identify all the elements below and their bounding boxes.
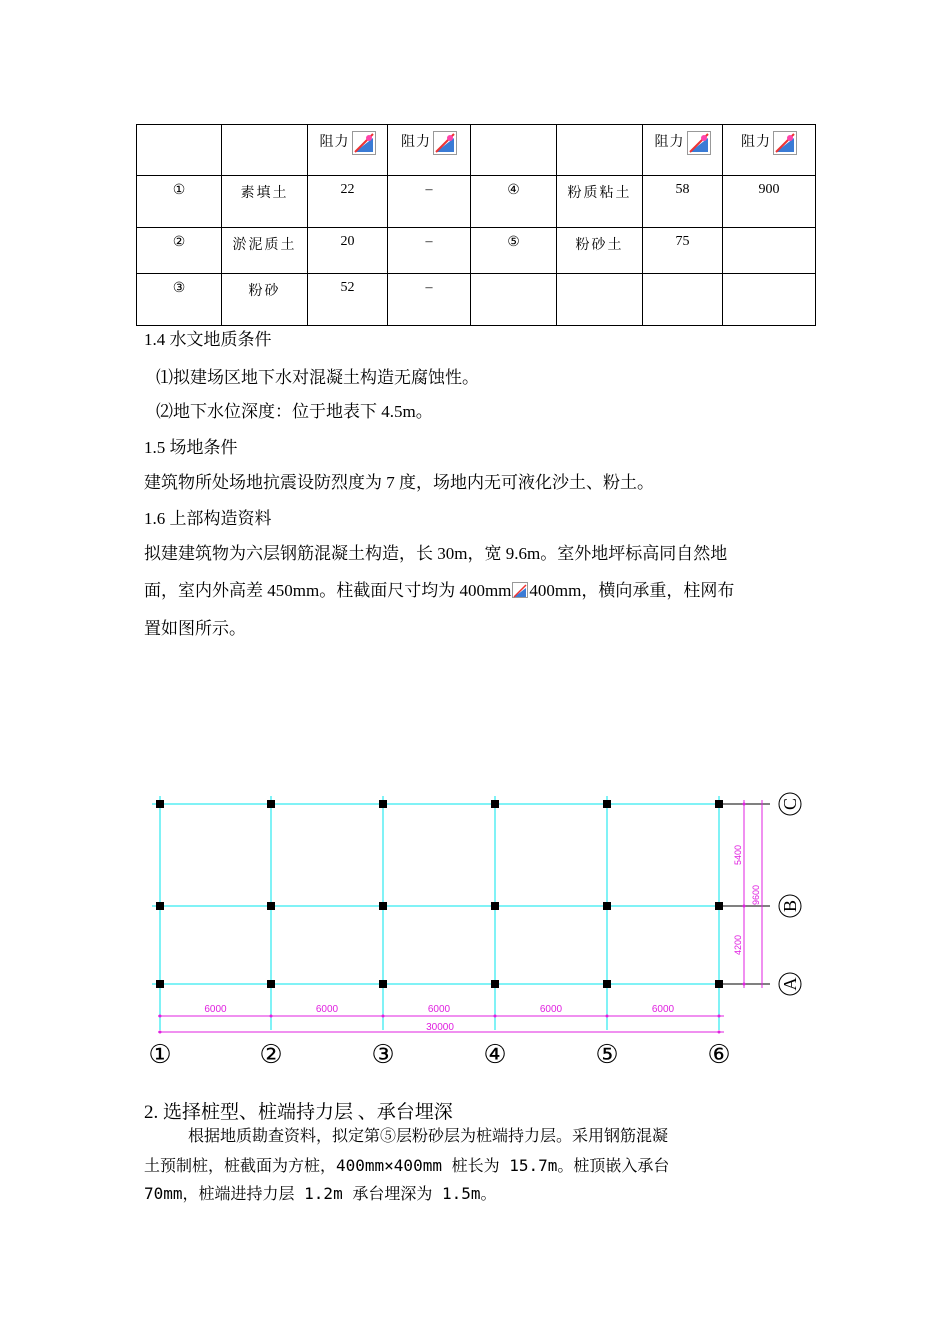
dimension-tick bbox=[718, 1031, 721, 1034]
dimension-tick bbox=[494, 1015, 497, 1018]
axis-label-y: C bbox=[780, 797, 800, 811]
column-square bbox=[491, 902, 499, 910]
layer-number: ⑤ bbox=[471, 228, 557, 274]
cell-value bbox=[723, 228, 816, 274]
cell-value: 22 bbox=[308, 176, 388, 228]
dimension-tick bbox=[270, 1015, 273, 1018]
column-square bbox=[603, 980, 611, 988]
section-2-title: 2. 选择桩型、桩端持力层 、承台埋深 bbox=[144, 1102, 453, 1123]
dimension-tick bbox=[743, 803, 746, 806]
dimension-lines bbox=[158, 800, 762, 1034]
column-square bbox=[267, 800, 275, 808]
cell-value: 900 bbox=[723, 176, 816, 228]
cell-value: 52 bbox=[308, 274, 388, 326]
column-square bbox=[267, 980, 275, 988]
axis-label-y: B bbox=[780, 899, 800, 913]
paragraph: ⑵地下水位深度：位于地表下 4.5m。 bbox=[156, 402, 433, 421]
column-square bbox=[379, 902, 387, 910]
cell-value: 20 bbox=[308, 228, 388, 274]
axis-label-x: ③ bbox=[371, 1040, 395, 1070]
paragraph-line: 70mm，桩端进持力层 1.2m 承台埋深为 1.5m。 bbox=[144, 1184, 497, 1203]
total-dimension-label: 30000 bbox=[426, 1022, 454, 1033]
cell-value: 75 bbox=[643, 228, 723, 274]
paragraph-line: 面，室内外高差 450mm。柱截面尺寸均为 400mm 400mm，横向承重，柱网布 bbox=[144, 581, 735, 600]
bay-dimension-label: 6000 bbox=[539, 1004, 563, 1015]
paragraph-line: 拟建建筑物为六层钢筋混凝土构造，长 30m，宽 9.6m。室外地坪标高同自然地 bbox=[144, 544, 728, 563]
broken-image-icon bbox=[512, 582, 528, 598]
axis-label-x: ④ bbox=[483, 1040, 507, 1070]
dimension-tick bbox=[159, 1031, 162, 1034]
column-square bbox=[156, 902, 164, 910]
column-square bbox=[715, 902, 723, 910]
table-row bbox=[137, 176, 816, 228]
header-cell bbox=[557, 125, 643, 176]
section-1-5-title: 1.5 场地条件 bbox=[144, 438, 238, 457]
cell-value: – bbox=[388, 274, 471, 326]
axis-label-x: ⑤ bbox=[595, 1040, 619, 1070]
broken-image-icon bbox=[352, 131, 376, 155]
bay-dimension-label: 6000 bbox=[204, 1004, 227, 1015]
columns bbox=[156, 800, 723, 988]
axis-label-x: ⑥ bbox=[707, 1040, 731, 1070]
cell-value bbox=[723, 274, 816, 326]
section-1-4-title: 1.4 水文地质条件 bbox=[144, 330, 272, 349]
column-square bbox=[267, 902, 275, 910]
column-square bbox=[715, 800, 723, 808]
bay-dimension-label: 6000 bbox=[427, 1004, 451, 1015]
soil-name: 粉质粘土 bbox=[557, 176, 643, 228]
axis-label-x: ① bbox=[148, 1040, 172, 1070]
vertical-total-dimension-label: 9600 bbox=[751, 884, 761, 906]
header-cell bbox=[222, 125, 308, 176]
column-square bbox=[715, 980, 723, 988]
soil-name: 素填土 bbox=[222, 176, 308, 228]
cell-value: – bbox=[388, 176, 471, 228]
header-cell bbox=[137, 125, 222, 176]
layer-number: ③ bbox=[137, 274, 222, 326]
paragraph: 建筑物所处场地抗震设防烈度为 7 度，场地内无可液化沙土、粉土。 bbox=[144, 473, 654, 492]
column-square bbox=[379, 980, 387, 988]
table-header-row bbox=[137, 125, 816, 176]
table-row bbox=[137, 228, 816, 274]
table-row bbox=[137, 274, 816, 326]
dimension-tick bbox=[382, 1015, 385, 1018]
column-square bbox=[491, 980, 499, 988]
grid-lines bbox=[152, 796, 770, 1030]
dimension-tick bbox=[718, 1015, 721, 1018]
layer-number: ④ bbox=[471, 176, 557, 228]
cell-value: – bbox=[388, 228, 471, 274]
column-square bbox=[603, 800, 611, 808]
soil-properties-table bbox=[136, 124, 816, 326]
dimension-tick bbox=[159, 1015, 162, 1018]
vertical-dimension-label: 4200 bbox=[733, 934, 743, 956]
soil-name: 粉砂 bbox=[222, 274, 308, 326]
header-cell: 阻力 bbox=[308, 125, 388, 176]
axis-label-y: A bbox=[780, 977, 800, 991]
axis-label-x: ② bbox=[259, 1040, 283, 1070]
soil-name bbox=[557, 274, 643, 326]
broken-image-icon bbox=[433, 131, 457, 155]
layer-number bbox=[471, 274, 557, 326]
broken-image-icon bbox=[687, 131, 711, 155]
soil-name: 淤泥质土 bbox=[222, 228, 308, 274]
dimension-tick bbox=[743, 905, 746, 908]
section-1-6-title: 1.6 上部构造资料 bbox=[144, 509, 272, 528]
header-cell: 阻力 bbox=[388, 125, 471, 176]
dimension-tick bbox=[743, 983, 746, 986]
cell-value bbox=[643, 274, 723, 326]
column-grid-plan bbox=[140, 780, 820, 1075]
header-cell: 阻力 bbox=[723, 125, 816, 176]
paragraph-line: 置如图所示。 bbox=[144, 619, 246, 638]
layer-number: ② bbox=[137, 228, 222, 274]
soil-name: 粉砂土 bbox=[557, 228, 643, 274]
broken-image-icon bbox=[773, 131, 797, 155]
layer-number: ① bbox=[137, 176, 222, 228]
column-square bbox=[603, 902, 611, 910]
header-cell bbox=[471, 125, 557, 176]
column-square bbox=[156, 800, 164, 808]
column-square bbox=[156, 980, 164, 988]
header-cell: 阻力 bbox=[643, 125, 723, 176]
column-square bbox=[491, 800, 499, 808]
bay-dimension-label: 6000 bbox=[651, 1004, 675, 1015]
dimension-tick bbox=[606, 1015, 609, 1018]
vertical-dimension-label: 5400 bbox=[733, 844, 743, 866]
paragraph-line: 根据地质勘查资料，拟定第⑤层粉砂层为桩端持力层。采用钢筋混凝 bbox=[188, 1126, 669, 1145]
paragraph-line: 土预制桩，桩截面为方桩，400mm×400mm 桩长为 15.7m。桩顶嵌入承台 bbox=[144, 1156, 670, 1175]
axis-labels bbox=[148, 793, 801, 1070]
column-square bbox=[379, 800, 387, 808]
cell-value: 58 bbox=[643, 176, 723, 228]
bay-dimension-label: 6000 bbox=[315, 1004, 339, 1015]
paragraph: ⑴拟建场区地下水对混凝土构造无腐蚀性。 bbox=[156, 368, 479, 387]
